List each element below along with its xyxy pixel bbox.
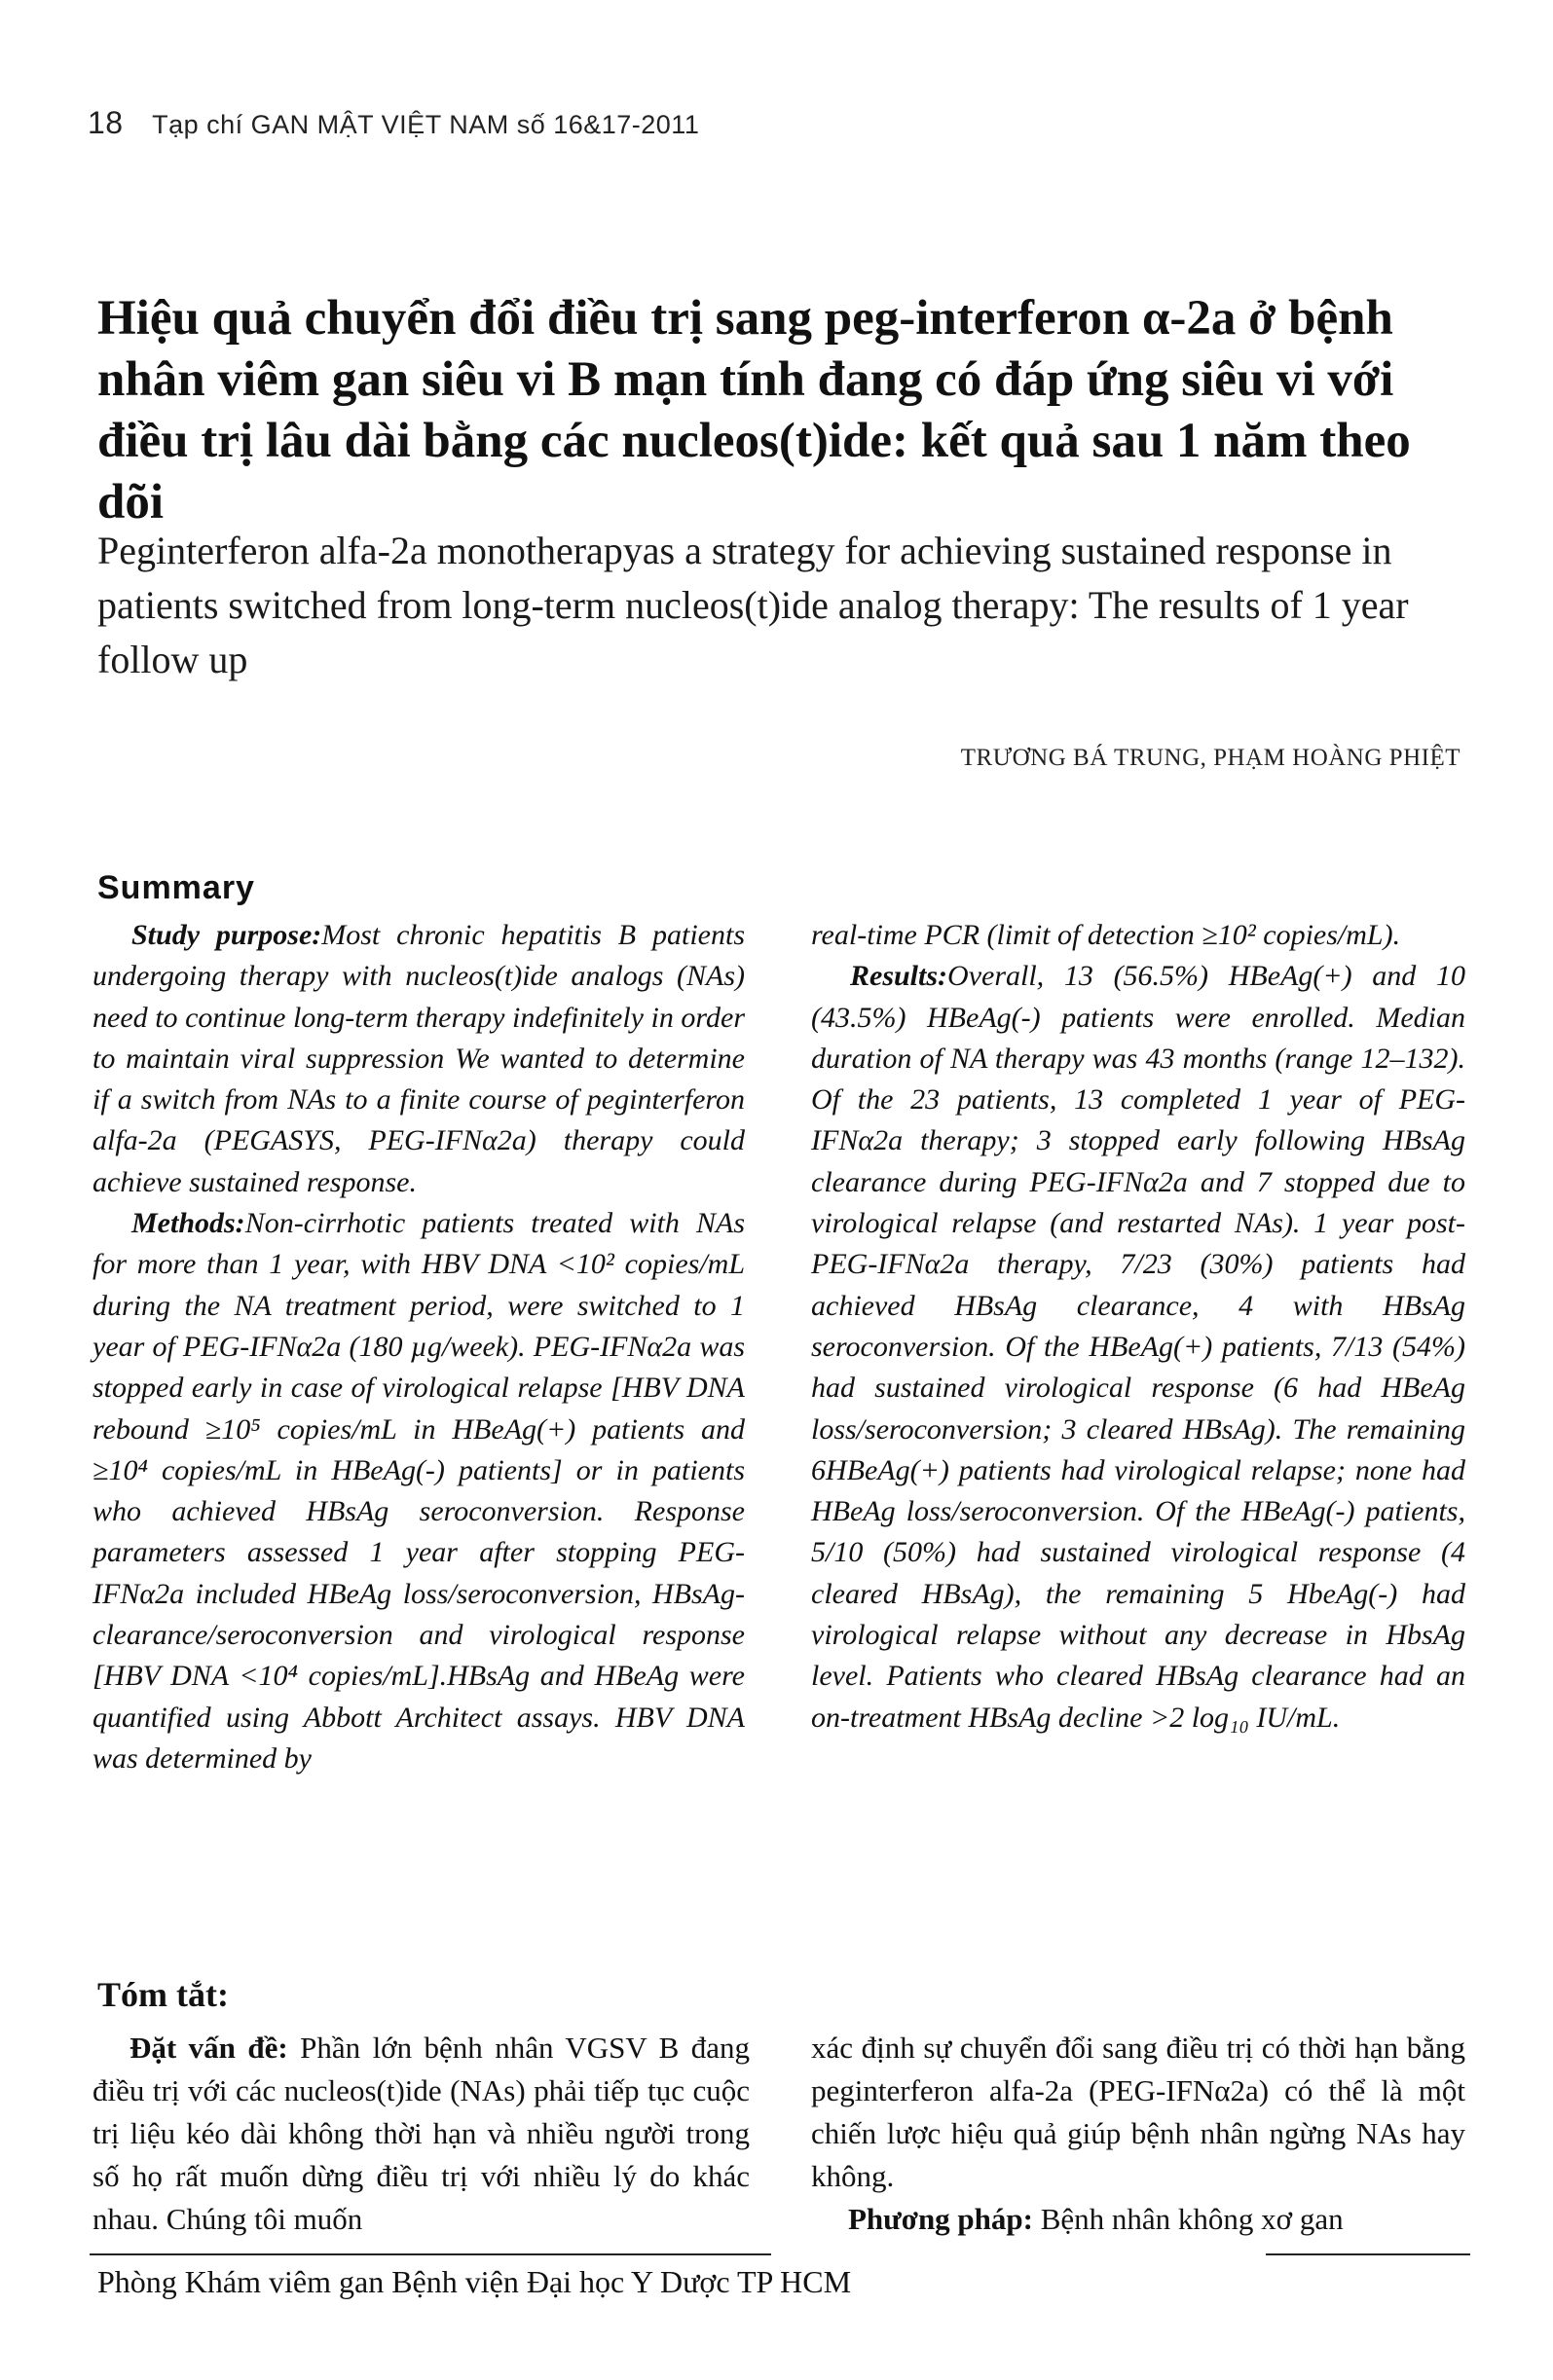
summary-heading: Summary [97,869,255,906]
footnote-divider [90,2253,771,2255]
purpose-label: Study purpose: [131,919,322,951]
results-text: Overall, 13 (56.5%) HBeAg(+) and 10 (43.5%) HBeAg(-) patients were enrolled. Median duration of NA therapy was 43 months (range 12–132). Of the 23 patients, 13 completed 1 year of PEG-IFNα2a therapy; 3 stopped early following HBsAg clearance during PEG-IFNα2a and 7 stopped due to virological relapse (and restarted NAs). 1 year post-PEG-IFNα2a therapy, 7/23 (30%) patients had achieved HBsAg clearance, 4 with HBsAg seroconversion. Of the HBeAg(+) patients, 7/13 (54%) had sustained virological response (6 had HBeAg loss/seroconversion; 3 cleared HBsAg). The remaining 6HBeAg(+) patients had virological relapse; none had HBeAg loss/seroconversion. Of the HBeAg(-) patients, 5/10 (50%) had sustained virological response (4 cleared HBsAg), the remaining 5 HbeAg(-) had virological relapse without any decrease in HbsAg level. Patients who cleared HBsAg clearance had an on-treatment HBsAg decline >2 log₁₀ IU/mL. [811,960,1465,1734]
footnote-divider-right [1266,2253,1470,2255]
running-head [88,105,699,141]
article-title-english: Peginterferon alfa-2a monotherapyas a strategy for achieving sustained response in patients switched from long-term nucleos(t)ide analog therapy: The results of 1 year follow up [97,529,1409,681]
journal-name: Tạp chí GAN MẬT VIỆT NAM số 16&17-2011 [152,110,700,139]
tomtat-methods-paragraph [811,2198,1465,2241]
summary-purpose-paragraph [92,915,745,1203]
tomtat-methods-text: Bệnh nhân không xơ gan [1040,2202,1344,2236]
background-label: Đặt vấn đề: [129,2031,288,2065]
summary-results-paragraph [811,956,1465,1739]
summary-column-left [92,915,745,1779]
author-affiliation: Phòng Khám viêm gan Bệnh viện Đại học Y Dược TP HCM [97,2264,852,2299]
tomtat-column-right [811,2027,1465,2241]
methods-label: Methods: [131,1207,245,1240]
tomtat-methods-label: Phương pháp: [848,2202,1033,2236]
author-list: TRƯƠNG BÁ TRUNG, PHẠM HOÀNG PHIỆT [960,745,1461,771]
results-label: Results: [850,960,948,993]
methods-text: Non-cirrhotic patients treated with NAs for more than 1 year, with HBV DNA <10² copies/mL during the NA treatment period, were switched to 1 year of PEG-IFNα2a (180 µg/week). PEG-IFNα2a was stopped early in case of virological relapse [HBV DNA rebound ≥10⁵ copies/mL in HBeAg(+) patients and ≥10⁴ copies/mL in HBeAg(-) patients] or in patients who achieved HBsAg seroconversion. Response parameters assessed 1 year after stopping PEG-IFNα2a included HBeAg loss/seroconversion, HBsAg-clearance/seroconversion and virological response [HBV DNA <10⁴ copies/mL].HBsAg and HBeAg were quantified using Abbott Architect assays. HBV DNA was determined by [92,1207,745,1775]
tomtat-background-continued: xác định sự chuyển đổi sang điều trị có thời hạn bằng peginterferon alfa-2a (PEG-IFNα2a) có thể là một chiến lược hiệu quả giúp bệnh nhân ngừng NAs hay không. [811,2031,1465,2193]
background-text: Phần lớn bệnh nhân VGSV B đang điều trị với các nucleos(t)ide (NAs) phải tiếp tục cuộc trị liệu kéo dài không thời hạn và nhiều người trong số họ rất muốn dừng điều trị với nhiều lý do khác nhau. Chúng tôi muốn [92,2031,751,2236]
summary-column-right [811,915,1465,1739]
summary-methods-paragraph [92,1203,745,1779]
page-number: 18 [88,105,124,140]
tomtat-heading: Tóm tắt: [97,1975,229,2014]
article-title-vietnamese: Hiệu quả chuyển đổi điều trị sang peg-interferon α-2a ở bệnh nhân viêm gan siêu vi B mạn tính đang có đáp ứng siêu vi với điều trị lâu dài bằng các nucleos(t)ide: kết quả sau 1 năm theo dõi [97,291,1411,530]
summary-methods-continued: real-time PCR (limit of detection ≥10² copies/mL). [811,919,1401,951]
tomtat-column-left [92,2027,750,2241]
purpose-text: Most chronic hepatitis B patients undergoing therapy with nucleos(t)ide analogs (NAs) need to continue long-term therapy indefinitely in order to maintain viral suppression We wanted to determine if a switch from NAs to a finite course of peginterferon alfa-2a (PEGASYS, PEG-IFNα2a) therapy could achieve sustained response. [92,919,745,1198]
tomtat-background-paragraph [92,2027,750,2241]
